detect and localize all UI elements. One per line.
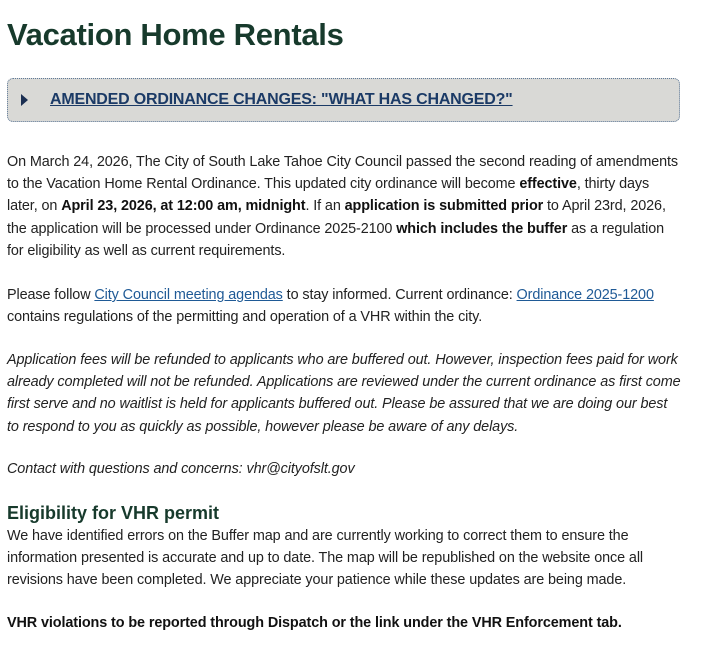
contact-paragraph: Contact with questions and concerns: vhr@cityofslt.gov	[7, 461, 355, 477]
fees-paragraph: Application fees will be refunded to applicants who are buffered out. However, inspection fees paid for work already completed will not be refunded. Applications are reviewed under the current ordinance as first come first serve and no waitlist is held for applicants buffered out. Please be assured that we are doing our best to respond to you as quickly as possible, however please be aware of any delays.	[7, 352, 681, 435]
follow-paragraph	[7, 284, 682, 328]
ordinance-link[interactable]: Ordinance 2025-1200	[516, 287, 654, 303]
bold-text: effective	[519, 176, 577, 193]
page-title: Vacation Home Rentals	[7, 17, 344, 52]
text: On March 24, 2026, The City of South Lake Tahoe City Council passed the second reading of amendments to the Vacation Home Rental Ordinance. This updated city ordinance will become	[7, 154, 679, 193]
text: , thirty days later, on	[7, 176, 650, 215]
bold-text: VHR violations to be reported through Dispatch or the link under the VHR Enforcement tab.	[7, 615, 622, 631]
council-agendas-link[interactable]: City Council meeting agendas	[94, 287, 283, 303]
text: . If an	[305, 198, 345, 215]
text: Please follow	[7, 287, 95, 303]
text: to April 23rd, 2026, the application will be processed under Ordinance 2025-2100	[7, 198, 666, 237]
violations-paragraph	[7, 612, 682, 634]
bold-text: April 23, 2026, at 12:00 am, midnight	[61, 198, 306, 215]
bold-text: application is submitted prior	[344, 198, 544, 215]
eligibility-heading: Eligibility for VHR permit	[7, 503, 220, 523]
bold-text: which includes the buffer	[396, 220, 568, 237]
amended-ordinance-accordion[interactable]	[7, 78, 680, 122]
accordion-label[interactable]: AMENDED ORDINANCE CHANGES: "WHAT HAS CHANGED?"	[50, 91, 513, 108]
eligibility-paragraph: We have identified errors on the Buffer map and are currently working to correct them to ensure the information presented is accurate and up to date. The map will be republished on the website once all revisions have been completed. We appreciate your patience while these updates are being made.	[7, 528, 644, 589]
text: to stay informed. Current ordinance:	[282, 287, 517, 303]
text: as a regulation for eligibility as well as current requirements.	[7, 220, 665, 259]
caret-right-icon	[21, 94, 28, 106]
text: contains regulations of the permitting and operation of a VHR within the city.	[7, 309, 483, 326]
ordinance-paragraph	[7, 151, 682, 262]
